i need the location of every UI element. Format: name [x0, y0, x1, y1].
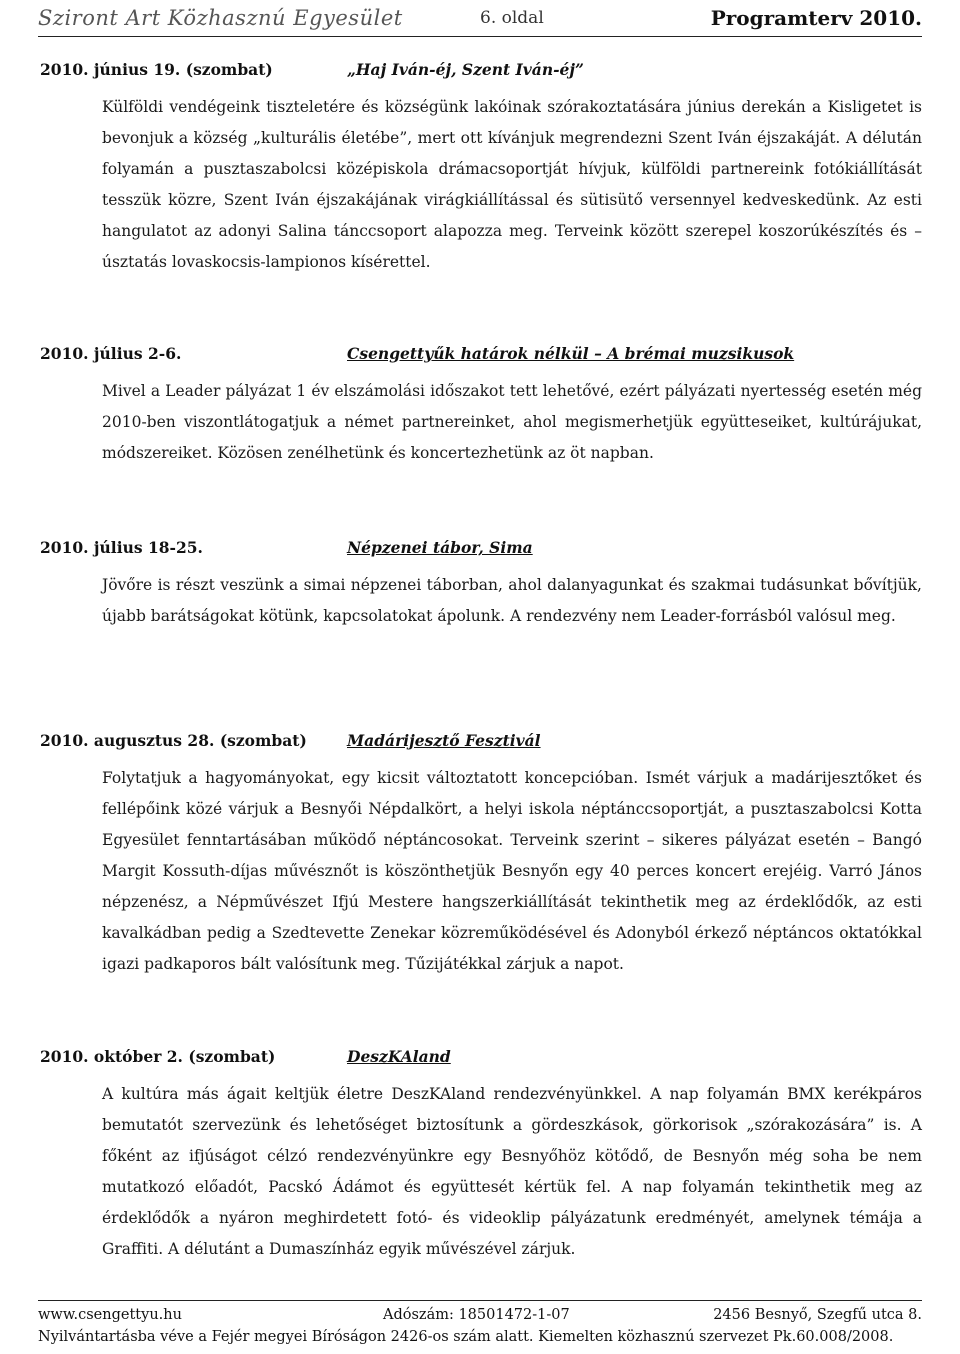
- event-date: 2010. július 18-25.: [40, 538, 203, 557]
- event-heading: [40, 1047, 922, 1071]
- tax-number: Adószám: 18501472-1-07: [383, 1307, 570, 1323]
- page-number: 6. oldal: [480, 8, 544, 28]
- event-description: Külföldi vendégeink tiszteletére és községünk lakóinak szórakoztatására június derekán a Kisligetet is bevonjuk a község „kulturális életébe”, mert ott kívánjuk megrendezni Szent Iván éjszakáját. A délután folyamán a pusztaszabolcsi középiskola drámacsoportját hívjuk, külföldi partnereink fotókiállítását tesszük közre, Szent Iván éjszakájának virágkiállítással és sütisütő versennyel kedveskedünk. Az esti hangulatot az adonyi Salina tánccsoport alapozza meg. Terveink között szerepel koszorúkészítés és –úsztatás lovaskocsis-lampionos kísérettel.: [102, 98, 922, 271]
- event-title: Madárijesztő Fesztivál: [347, 731, 541, 750]
- event-description: A kultúra más ágait keltjük életre DeszKAland rendezvényünkkel. A nap folyamán BMX kerékpáros bemutatót szervezünk és lehetőséget biztosítunk a gördeszkások, görkorisok „szórakozására” is. A főként az ifjúságot célzó rendezvényünkre egy Besnyőhöz kötődő, de Besnyőn még soha be nem mutatkozó előadót, Pacskó Ádámot és együttesét kértük fel. A nap folyamán tekinthetik meg az érdeklődők a nyáron meghirdetett fotó- és videoklip pályázatunk eredményét, amelynek témája a Graffiti. A délutánt a Dumaszínház egyik művészével zárjuk.: [102, 1085, 922, 1258]
- event-title: „Haj Iván-éj, Szent Iván-éj”: [347, 60, 584, 79]
- event-section: [40, 1047, 922, 1265]
- event-title: Népzenei tábor, Sima: [347, 538, 533, 557]
- address: 2456 Besnyő, Szegfű utca 8.: [713, 1307, 922, 1323]
- document-title: Programterv 2010.: [710, 6, 922, 30]
- event-heading: [40, 60, 922, 84]
- event-date: 2010. július 2-6.: [40, 344, 182, 363]
- event-section: [40, 344, 922, 469]
- event-section: [40, 731, 922, 980]
- event-heading: [40, 344, 922, 368]
- event-date: 2010. június 19. (szombat): [40, 60, 273, 79]
- page-footer: [38, 1300, 922, 1345]
- event-title: DeszKAland: [347, 1047, 451, 1066]
- event-heading: [40, 731, 922, 755]
- event-heading: [40, 538, 922, 562]
- event-description: Mivel a Leader pályázat 1 év elszámolási időszakot tett lehetővé, ezért pályázati nyertesség esetén még 2010-ben viszontlátogatjuk a német partnereinket, ahol megismerhetjük együtteseiket, kultúrájukat, módszereiket. Közösen zenélhetünk és koncertezhetünk az öt napban.: [102, 382, 922, 462]
- event-date: 2010. október 2. (szombat): [40, 1047, 276, 1066]
- event-title: Csengettyűk határok nélkül – A brémai muzsikusok: [347, 344, 795, 363]
- event-section: [40, 538, 922, 632]
- event-section: [40, 60, 922, 278]
- event-description: Jövőre is részt veszünk a simai népzenei táborban, ahol dalanyagunkat és szakmai tudásunkat bővítjük, újabb barátságokat kötünk, kapcsolatokat ápolunk. A rendezvény nem Leader-forrásból valósul meg.: [102, 576, 922, 625]
- organization-name: Sziront Art Közhasznú Egyesület: [38, 6, 403, 30]
- registry-note: Nyilvántartásba véve a Fejér megyei Bíróságon 2426-os szám alatt. Kiemelten közhasznú szervezet Pk.60.008/2008.: [38, 1329, 894, 1345]
- event-date: 2010. augusztus 28. (szombat): [40, 731, 307, 750]
- event-description: Folytatjuk a hagyományokat, egy kicsit változtatott koncepcióban. Ismét várjuk a madárijesztőket és fellépőink közé várjuk a Besnyői Népdalkört, a helyi iskola néptánccsoportját, a pusztaszabolcsi Kotta Egyesület fenntartásában működő néptáncosokat. Terveink szerint – sikeres pályázat esetén – Bangó Margit Kossuth-díjas művésznőt is köszönthetjük Besnyőn egy 40 perces koncert erejéig. Varró János népzenész, a Népművészet Ifjú Mestere hangszerkiállítását tekinthetik meg az érdeklődők, az esti kavalkádban pedig a Szedtevette Zenekar közreműködésével és Adonyból érkező néptáncos oktatókkal igazi padkaporos bált valósítunk meg. Tűzijátékkal zárjuk a napot.: [102, 769, 922, 973]
- website-link[interactable]: www.csengettyu.hu: [38, 1307, 182, 1323]
- page-header: [38, 2, 922, 37]
